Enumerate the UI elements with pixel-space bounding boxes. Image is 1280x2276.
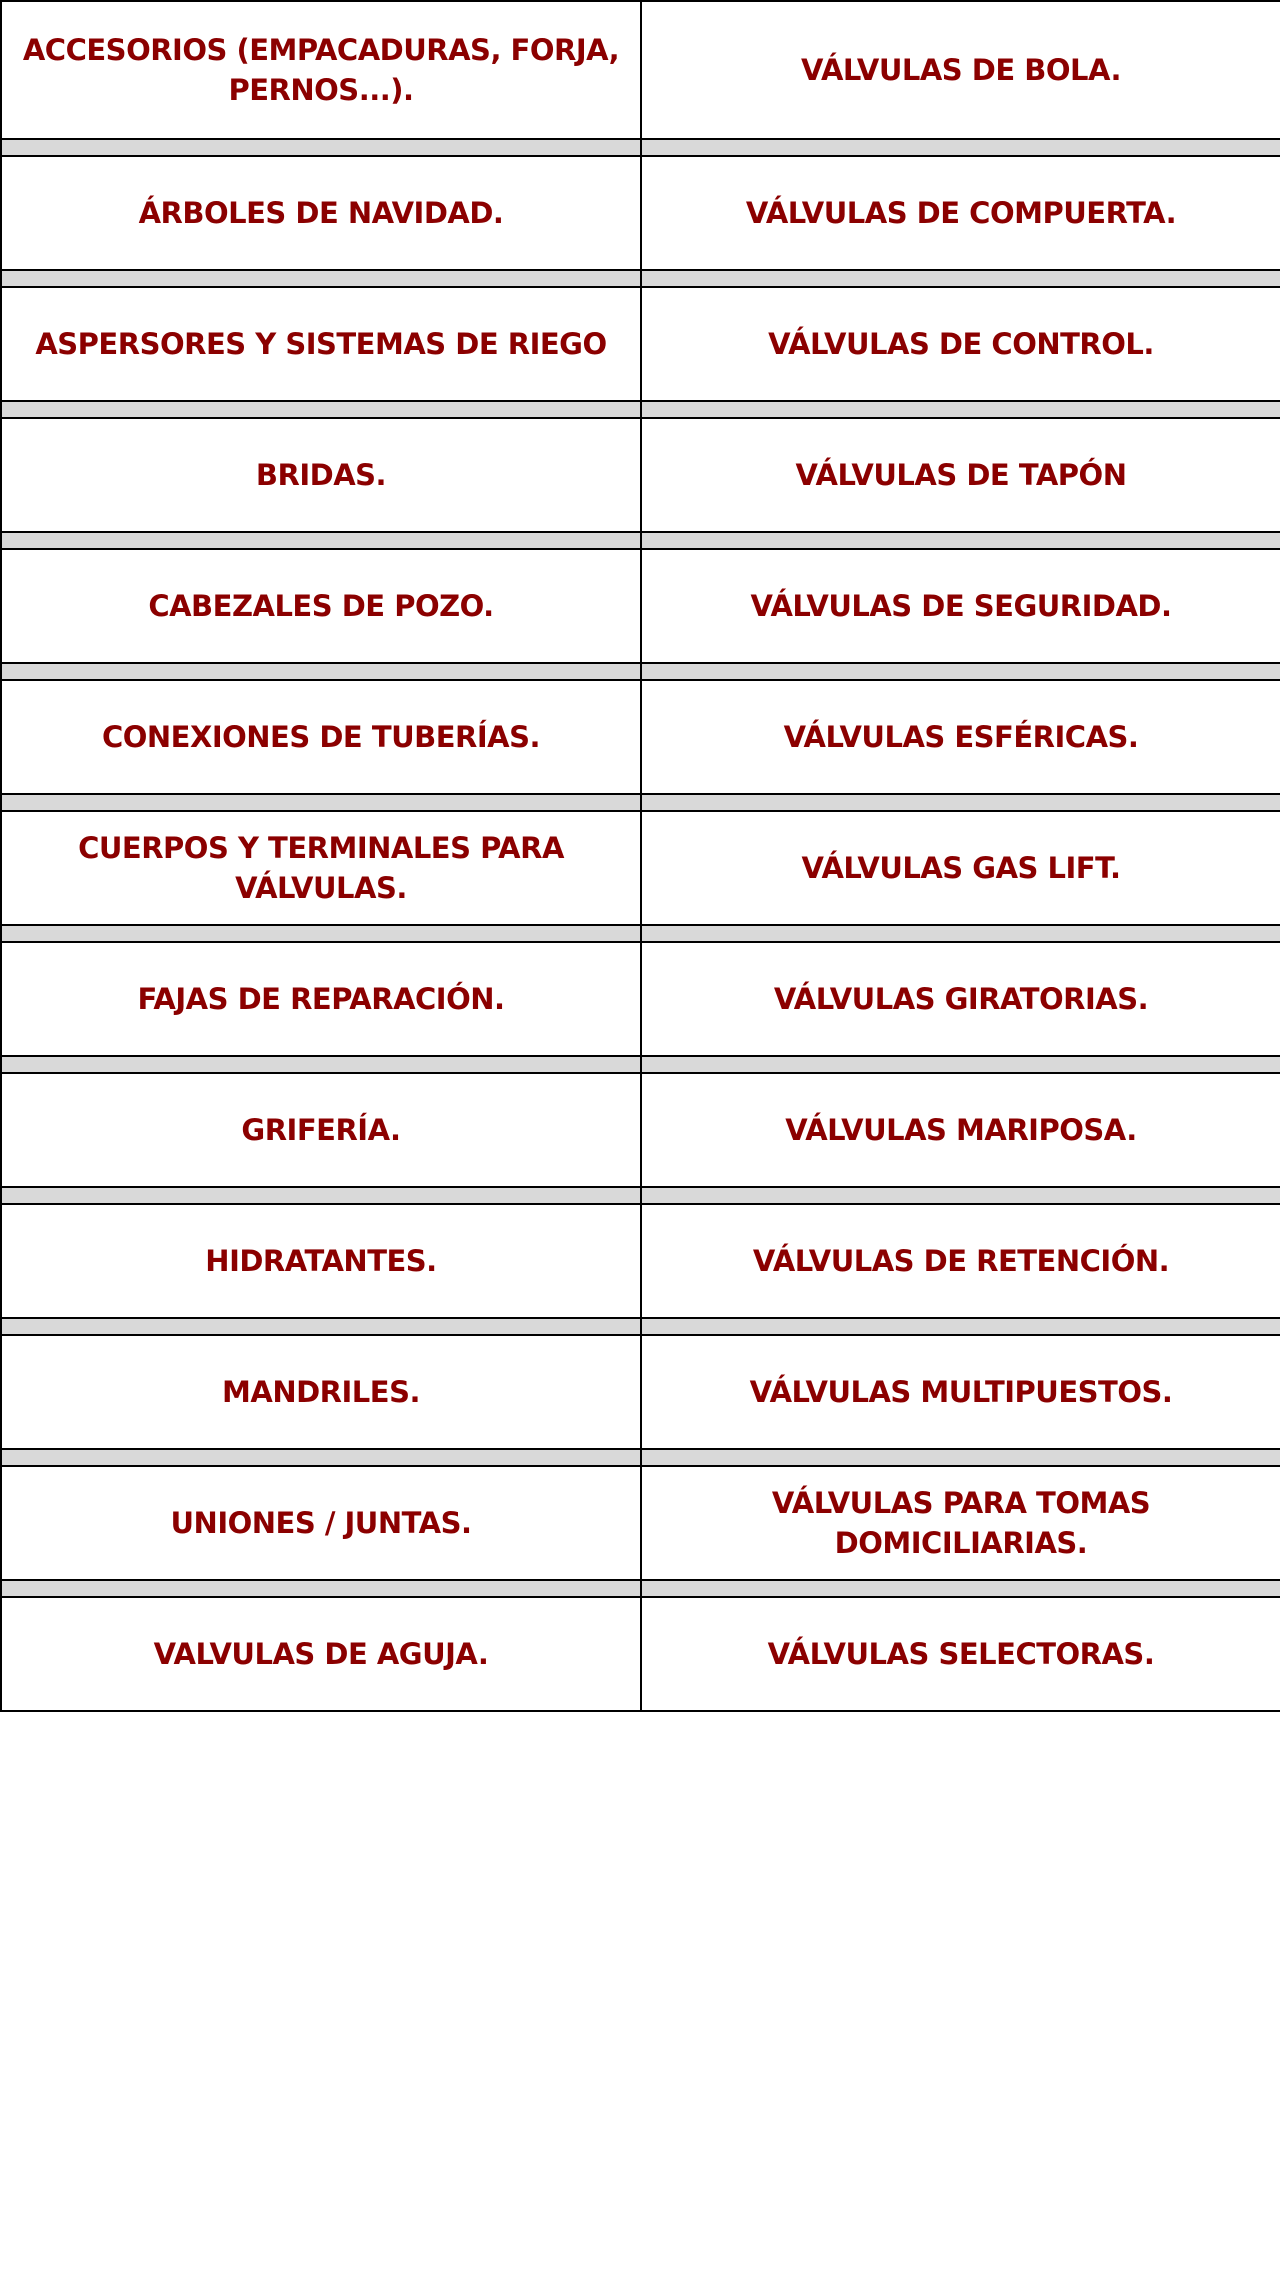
separator-cell: [641, 270, 1280, 287]
product-left: CABEZALES DE POZO.: [1, 549, 641, 663]
separator-cell: [641, 1449, 1280, 1466]
product-right: VÁLVULAS GIRATORIAS.: [641, 942, 1280, 1056]
table-row: [1, 1466, 1280, 1580]
product-left: UNIONES / JUNTAS.: [1, 1466, 641, 1580]
separator-cell: [1, 1187, 641, 1204]
separator-cell: [641, 1580, 1280, 1597]
row-separator: [1, 1449, 1280, 1466]
product-right: VÁLVULAS DE CONTROL.: [641, 287, 1280, 401]
product-left: VALVULAS DE AGUJA.: [1, 1597, 641, 1711]
row-separator: [1, 401, 1280, 418]
table-row: [1, 942, 1280, 1056]
separator-cell: [1, 1056, 641, 1073]
separator-cell: [1, 270, 641, 287]
separator-cell: [641, 1056, 1280, 1073]
separator-cell: [1, 794, 641, 811]
product-right: VÁLVULAS ESFÉRICAS.: [641, 680, 1280, 794]
product-right: VÁLVULAS GAS LIFT.: [641, 811, 1280, 925]
table-row: [1, 811, 1280, 925]
table-row: [1, 287, 1280, 401]
row-separator: [1, 1318, 1280, 1335]
separator-cell: [1, 925, 641, 942]
table-row: [1, 1073, 1280, 1187]
row-separator: [1, 270, 1280, 287]
product-left: GRIFERÍA.: [1, 1073, 641, 1187]
separator-cell: [1, 401, 641, 418]
separator-cell: [641, 139, 1280, 156]
row-separator: [1, 532, 1280, 549]
separator-cell: [641, 1318, 1280, 1335]
row-separator: [1, 1580, 1280, 1597]
product-right: VÁLVULAS MARIPOSA.: [641, 1073, 1280, 1187]
table-row: [1, 680, 1280, 794]
table-row: [1, 1204, 1280, 1318]
separator-cell: [641, 532, 1280, 549]
product-right: VÁLVULAS MULTIPUESTOS.: [641, 1335, 1280, 1449]
separator-cell: [1, 532, 641, 549]
row-separator: [1, 1056, 1280, 1073]
row-separator: [1, 1187, 1280, 1204]
product-left: CUERPOS Y TERMINALES PARA VÁLVULAS.: [1, 811, 641, 925]
table-row: [1, 1597, 1280, 1711]
separator-cell: [641, 925, 1280, 942]
row-separator: [1, 794, 1280, 811]
product-right: VÁLVULAS DE SEGURIDAD.: [641, 549, 1280, 663]
table-row: [1, 156, 1280, 270]
product-left: HIDRATANTES.: [1, 1204, 641, 1318]
product-left: ACCESORIOS (EMPACADURAS, FORJA, PERNOS...).: [1, 1, 641, 139]
separator-cell: [1, 1318, 641, 1335]
separator-cell: [1, 1449, 641, 1466]
product-right: VÁLVULAS DE RETENCIÓN.: [641, 1204, 1280, 1318]
product-right: VÁLVULAS SELECTORAS.: [641, 1597, 1280, 1711]
product-left: ÁRBOLES DE NAVIDAD.: [1, 156, 641, 270]
product-left: FAJAS DE REPARACIÓN.: [1, 942, 641, 1056]
product-right: VÁLVULAS PARA TOMAS DOMICILIARIAS.: [641, 1466, 1280, 1580]
product-left: MANDRILES.: [1, 1335, 641, 1449]
separator-cell: [1, 139, 641, 156]
table-row: [1, 1, 1280, 139]
row-separator: [1, 663, 1280, 680]
separator-cell: [1, 663, 641, 680]
product-left: ASPERSORES Y SISTEMAS DE RIEGO: [1, 287, 641, 401]
table-row: [1, 418, 1280, 532]
table-row: [1, 1335, 1280, 1449]
product-right: VÁLVULAS DE BOLA.: [641, 1, 1280, 139]
row-separator: [1, 139, 1280, 156]
separator-cell: [641, 794, 1280, 811]
separator-cell: [641, 1187, 1280, 1204]
separator-cell: [641, 401, 1280, 418]
table-row: [1, 549, 1280, 663]
separator-cell: [641, 663, 1280, 680]
row-separator: [1, 925, 1280, 942]
separator-cell: [1, 1580, 641, 1597]
product-right: VÁLVULAS DE TAPÓN: [641, 418, 1280, 532]
product-left: BRIDAS.: [1, 418, 641, 532]
product-right: VÁLVULAS DE COMPUERTA.: [641, 156, 1280, 270]
product-left: CONEXIONES DE TUBERÍAS.: [1, 680, 641, 794]
